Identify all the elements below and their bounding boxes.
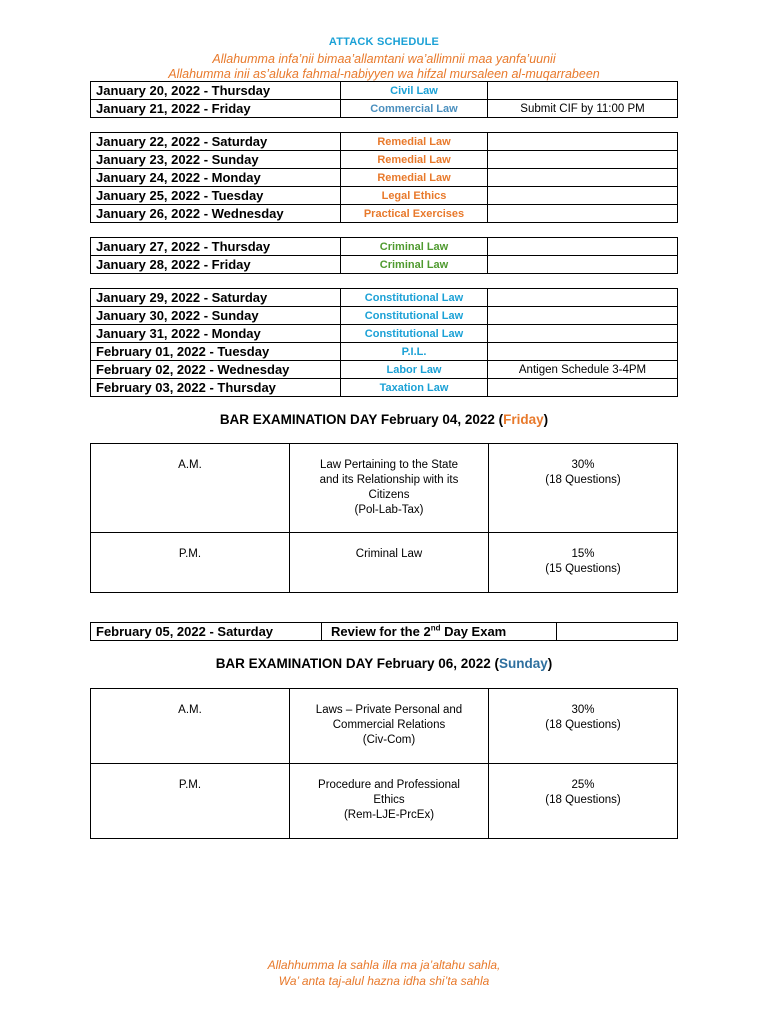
review-date: February 05, 2022 - Saturday	[91, 623, 322, 641]
exam-subject-line: Citizens	[368, 489, 410, 501]
schedule-subject: Legal Ethics	[341, 187, 488, 205]
schedule-date: February 03, 2022 - Thursday	[91, 379, 341, 397]
schedule-row	[91, 133, 678, 151]
schedule-subject: Labor Law	[341, 361, 488, 379]
schedule-note	[488, 205, 678, 223]
exam-day-2-heading-close: )	[547, 656, 553, 671]
schedule-row	[91, 205, 678, 223]
exam-day-1-heading	[0, 412, 768, 427]
session-label: A.M.	[91, 444, 290, 533]
exam-weight	[489, 444, 678, 533]
schedule-row	[91, 379, 678, 397]
opening-prayer-line-2: Allahumma inii as’aluka fahmal-nabiyyen wa hifzal mursaleen al-muqarrabeen	[168, 67, 600, 81]
exam-weight	[489, 764, 678, 839]
schedule-table	[90, 132, 678, 223]
exam-day-1-heading-close: )	[543, 412, 549, 427]
schedule-date: January 28, 2022 - Friday	[91, 256, 341, 274]
exam-subject	[290, 533, 489, 593]
schedule-note: Submit CIF by 11:00 PM	[488, 100, 678, 118]
weight-percent: 30%	[571, 459, 595, 471]
exam-day-2-heading-text: BAR EXAMINATION DAY February 06, 2022 (	[215, 656, 500, 671]
exam-subject	[290, 764, 489, 839]
schedule-subject: Practical Exercises	[341, 205, 488, 223]
schedule-subject: Remedial Law	[341, 151, 488, 169]
opening-prayer-line-1: Allahumma infa’nii bimaa’allamtani wa’allimnii maa yanfa’uunii	[212, 52, 556, 66]
exam-subject-line: Ethics	[373, 794, 405, 806]
exam-row-am	[91, 689, 678, 764]
schedule-row	[91, 361, 678, 379]
schedule-note	[488, 187, 678, 205]
exam-subject-line: Laws – Private Personal and	[315, 704, 463, 716]
schedule-date: January 29, 2022 - Saturday	[91, 289, 341, 307]
schedule-date: January 23, 2022 - Sunday	[91, 151, 341, 169]
exam-day-1-table	[90, 443, 678, 593]
schedule-date: February 02, 2022 - Wednesday	[91, 361, 341, 379]
session-label: P.M.	[91, 764, 290, 839]
schedule-subject: Criminal Law	[341, 256, 488, 274]
schedule-row	[91, 343, 678, 361]
exam-subject-line: Procedure and Professional	[318, 779, 460, 791]
exam-subject-line: (Pol-Lab-Tax)	[354, 504, 424, 516]
weight-percent: 25%	[571, 779, 595, 791]
question-count: (18 Questions)	[545, 719, 621, 731]
schedule-row	[91, 100, 678, 118]
exam-weight	[489, 689, 678, 764]
session-label: P.M.	[91, 533, 290, 593]
exam-subject-line: and its Relationship with its	[319, 474, 459, 486]
question-count: (15 Questions)	[545, 563, 621, 575]
schedule-subject: Civil Law	[341, 82, 488, 100]
schedule-row	[91, 82, 678, 100]
schedule-note	[488, 133, 678, 151]
schedule-note	[488, 82, 678, 100]
exam-subject-line: (Rem-LJE-PrcEx)	[343, 809, 435, 821]
exam-day-2-weekday: Sunday	[499, 656, 548, 671]
schedule-subject: Criminal Law	[341, 238, 488, 256]
session-label: A.M.	[91, 689, 290, 764]
exam-weight	[489, 533, 678, 593]
schedule-date: January 20, 2022 - Thursday	[91, 82, 341, 100]
schedule-table	[90, 81, 678, 118]
schedule-row	[91, 256, 678, 274]
schedule-date: January 27, 2022 - Thursday	[91, 238, 341, 256]
schedule-date: January 31, 2022 - Monday	[91, 325, 341, 343]
schedule-date: February 01, 2022 - Tuesday	[91, 343, 341, 361]
schedule-subject: Constitutional Law	[341, 289, 488, 307]
schedule-note	[488, 289, 678, 307]
weight-percent: 15%	[571, 548, 595, 560]
exam-day-1-heading-text: BAR EXAMINATION DAY February 04, 2022 (	[219, 412, 504, 427]
schedule-date: January 22, 2022 - Saturday	[91, 133, 341, 151]
schedule-subject: Constitutional Law	[341, 307, 488, 325]
schedule-note	[488, 379, 678, 397]
schedule-row	[91, 307, 678, 325]
exam-row-am	[91, 444, 678, 533]
review-text: Review for the 2	[331, 624, 431, 639]
exam-day-1-weekday: Friday	[503, 412, 544, 427]
schedule-row	[91, 169, 678, 187]
closing-prayer-line-1: Allahhumma la sahla illa ma ja’altahu sahla,	[267, 958, 501, 972]
schedule-subject: P.I.L.	[341, 343, 488, 361]
review-ordinal: nd	[430, 623, 441, 633]
schedule-note	[488, 151, 678, 169]
schedule-table	[90, 237, 678, 274]
schedule-date: January 21, 2022 - Friday	[91, 100, 341, 118]
exam-subject-line: Commercial Relations	[332, 719, 446, 731]
schedule-table	[90, 288, 678, 397]
schedule-row	[91, 325, 678, 343]
schedule-subject: Constitutional Law	[341, 325, 488, 343]
question-count: (18 Questions)	[545, 474, 621, 486]
schedule-row	[91, 187, 678, 205]
schedule-subject: Taxation Law	[341, 379, 488, 397]
schedule-subject: Remedial Law	[341, 133, 488, 151]
schedule-date: January 25, 2022 - Tuesday	[91, 187, 341, 205]
exam-day-2-heading	[0, 656, 768, 671]
exam-subject	[290, 444, 489, 533]
schedule-note	[488, 256, 678, 274]
schedule-subject: Commercial Law	[341, 100, 488, 118]
review-label	[322, 623, 557, 641]
review-text-end: Day Exam	[440, 624, 507, 639]
exam-subject-line: Law Pertaining to the State	[319, 459, 459, 471]
schedule-row	[91, 289, 678, 307]
closing-prayer-line-2: Wa’ anta taj-alul hazna idha shi’ta sahla	[278, 974, 490, 988]
exam-subject-line: Criminal Law	[355, 548, 423, 560]
schedule-date: January 24, 2022 - Monday	[91, 169, 341, 187]
review-day-row	[91, 623, 678, 641]
question-count: (18 Questions)	[545, 794, 621, 806]
schedule-note	[488, 238, 678, 256]
review-day-table	[90, 622, 678, 641]
exam-row-pm	[91, 764, 678, 839]
schedule-row	[91, 151, 678, 169]
page-title: ATTACK SCHEDULE	[328, 36, 440, 48]
exam-day-2-table	[90, 688, 678, 839]
weight-percent: 30%	[571, 704, 595, 716]
review-note	[557, 623, 678, 641]
schedule-date: January 26, 2022 - Wednesday	[91, 205, 341, 223]
schedule-note	[488, 343, 678, 361]
exam-subject	[290, 689, 489, 764]
schedule-note: Antigen Schedule 3-4PM	[488, 361, 678, 379]
schedule-note	[488, 169, 678, 187]
schedule-note	[488, 325, 678, 343]
schedule-date: January 30, 2022 - Sunday	[91, 307, 341, 325]
schedule-note	[488, 307, 678, 325]
exam-subject-line: (Civ-Com)	[362, 734, 416, 746]
schedule-subject: Remedial Law	[341, 169, 488, 187]
schedule-row	[91, 238, 678, 256]
exam-row-pm	[91, 533, 678, 593]
